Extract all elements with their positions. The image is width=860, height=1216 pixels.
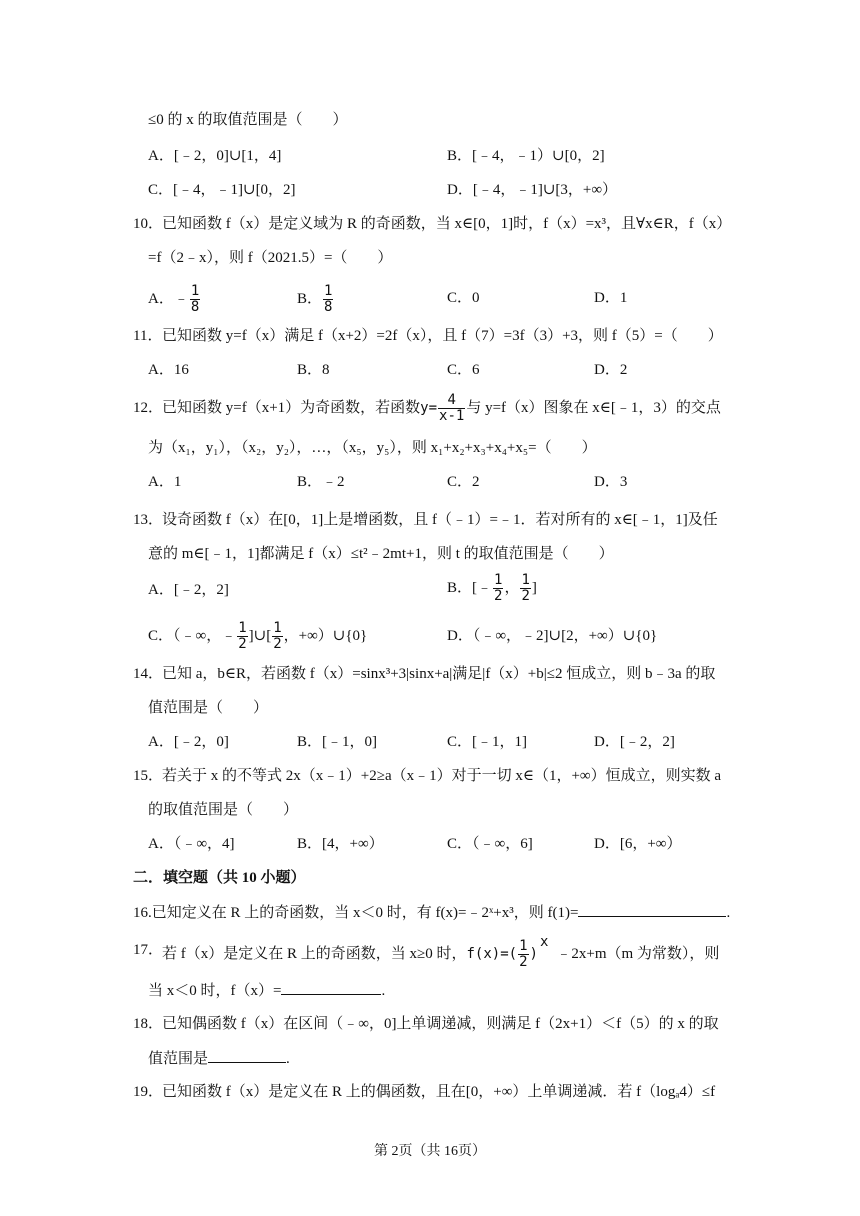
q11-text: 已知函数 y=f（x）满足 f（x+2）=2f（x），且 f（7）=3f（3）+3，则 f（5）=（ ） — [162, 328, 723, 344]
q9-option-b: B．[﹣4，﹣1）∪[0，2] — [447, 148, 605, 164]
q10-text-line1: 已知函数 f（x）是定义域为 R 的奇函数，当 x∈[0，1]时，f（x）=x³，且∀x∈R，f（x） — [162, 216, 732, 232]
q12-number: 12． — [133, 400, 164, 416]
q12-option-d: D．3 — [594, 474, 628, 490]
q10-text-line2: =f（2﹣x），则 f（2021.5）=（ ） — [148, 250, 393, 266]
q15-text-line1: 若关于 x 的不等式 2x（x﹣1）+2≥a（x﹣1）对于一切 x∈（1，+∞）恒成立，则实数 a — [162, 768, 722, 784]
q11-option-d: D．2 — [594, 362, 628, 378]
q14-text-line2: 值范围是（ ） — [148, 700, 269, 716]
q18-number: 18． — [133, 1016, 164, 1032]
q17-text-line1: 若 f（x）是定义在 R 上的奇函数，当 x≥0 时，f(x)=( $\frac{1}{2}$ )$^x$﹣2x+m（m 为常数），则 — [162, 934, 720, 971]
q15-text-line2: 的取值范围是（ ） — [148, 802, 299, 818]
q12-option-a: A．1 — [148, 474, 182, 490]
q10-option-b: B． $\frac{1}{8}$ — [297, 283, 333, 315]
q14-text-line1: 已知 a，b∈R，若函数 f（x）=sinx³+3|sinx+a|满足|f（x）+b|≤2 恒成立，则 b﹣3a 的取 — [162, 666, 716, 682]
answer-blank — [578, 902, 726, 917]
q14-number: 14． — [133, 666, 164, 682]
q15-option-c: C．（﹣∞，6] — [447, 836, 533, 852]
q19-number: 19． — [133, 1084, 164, 1100]
q14-option-d: D．[﹣2，2] — [594, 734, 675, 750]
q18-text-line2: 值范围是 . — [148, 1048, 290, 1069]
q10-number: 10． — [133, 216, 164, 232]
q13-text-line2: 意的 m∈[﹣1，1]都满足 f（x）≤t²﹣2mt+1，则 t 的取值范围是（ ） — [148, 546, 614, 562]
answer-blank — [208, 1048, 286, 1063]
fraction: $\frac{1}{8}$ — [190, 283, 200, 315]
q18-text-line1: 已知偶函数 f（x）在区间（﹣∞，0]上单调递减，则满足 f（2x+1）＜f（5）的 x 的取 — [162, 1016, 719, 1032]
q11-number: 11． — [133, 328, 163, 344]
q9-continuation: ≤0 的 x 的取值范围是（ ） — [148, 112, 348, 128]
fraction: $\frac{1}{2}$ — [519, 938, 528, 971]
q14-option-b: B．[﹣1，0] — [297, 734, 377, 750]
fraction: $\frac{1}{2}$ — [273, 620, 282, 653]
q15-option-a: A．（﹣∞，4] — [148, 836, 235, 852]
q11-option-c: C．6 — [447, 362, 480, 378]
fraction: $\frac{1}{8}$ — [324, 283, 333, 315]
page-footer: 第 2页（共 16页） — [374, 1144, 486, 1159]
q11-option-b: B．8 — [297, 362, 330, 378]
q13-option-c: C．（﹣∞，﹣ $\frac{1}{2}$ ]∪[ $\frac{1}{2}$ ，+∞）∪{0} — [148, 620, 368, 653]
q9-option-c: C．[﹣4，﹣1]∪[0，2] — [148, 182, 296, 198]
q15-option-b: B．[4，+∞） — [297, 836, 384, 852]
q16-text: 16.已知定义在 R 上的奇函数，当 x＜0 时，有 f(x)=﹣2ˣ+x³，则 f(1)= . — [133, 902, 730, 923]
q12-text-line1: 已知函数 y=f（x+1）为奇函数，若函数y= $\frac{4}{x-1}$ 与 y=f（x）图象在 x∈[﹣1，3）的交点 — [162, 392, 721, 425]
q12-option-c: C．2 — [447, 474, 480, 490]
q12-text-line2: 为（x₁，y₁），（x₂，y₂），…，（x₅，y₅），则 x₁+x₂+x₃+x₄+x₅=（ ） — [148, 440, 597, 456]
q11-option-a: A．16 — [148, 362, 189, 378]
q14-option-a: A．[﹣2，0] — [148, 734, 229, 750]
fraction: $\frac{4}{x-1}$ — [439, 392, 465, 425]
q9-option-d: D．[﹣4，﹣1]∪[3，+∞） — [447, 182, 618, 198]
q14-option-c: C．[﹣1，1] — [447, 734, 527, 750]
q13-option-b: B．[﹣ $\frac{1}{2}$ ， $\frac{1}{2}$ ] — [447, 572, 537, 605]
q17-number: 17． — [133, 942, 164, 958]
q10-option-c: C．0 — [447, 290, 480, 306]
fraction: $\frac{1}{2}$ — [494, 572, 503, 605]
q13-option-d: D．（﹣∞，﹣2]∪[2，+∞）∪{0} — [447, 628, 658, 644]
q13-option-a: A．[﹣2，2] — [148, 582, 229, 598]
section-heading: 二．填空题（共 10 小题） — [133, 870, 306, 886]
q15-number: 15． — [133, 768, 164, 784]
answer-blank — [281, 980, 381, 995]
q13-text-line1: 设奇函数 f（x）在[0，1]上是增函数，且 f（﹣1）=﹣1．若对所有的 x∈[﹣1，1]及任 — [162, 512, 718, 528]
q9-option-a: A．[﹣2，0]∪[1，4] — [148, 148, 282, 164]
q17-text-line2: 当 x＜0 时，f（x）= . — [148, 980, 385, 1001]
q19-text-line1: 已知函数 f（x）是定义在 R 上的偶函数，且在[0，+∞）上单调递减．若 f（logₐ4）≤f — [162, 1084, 716, 1100]
q15-option-d: D．[6，+∞） — [594, 836, 682, 852]
q13-number: 13． — [133, 512, 164, 528]
fraction: $\frac{1}{2}$ — [238, 620, 247, 653]
q12-option-b: B．﹣2 — [297, 474, 345, 490]
q10-option-d: D．1 — [594, 290, 628, 306]
q10-option-a: A．﹣ $\frac{1}{8}$ — [148, 283, 200, 315]
fraction: $\frac{1}{2}$ — [521, 572, 530, 605]
